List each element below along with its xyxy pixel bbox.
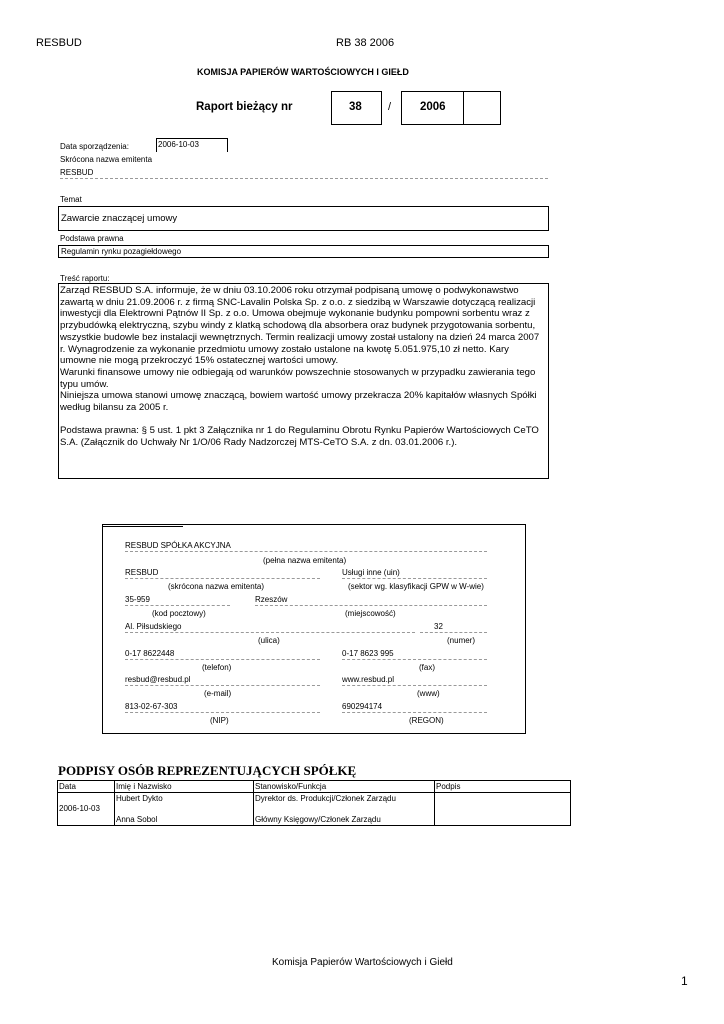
- issuer-www: www.resbud.pl: [342, 675, 395, 684]
- issuer-divider: [125, 632, 415, 633]
- signatory-name: Hubert Dykto: [116, 794, 163, 803]
- signatures-col-divider: [114, 780, 115, 826]
- signatures-title: PODPISY OSÓB REPREZENTUJĄCYCH SPÓŁKĘ: [58, 763, 357, 778]
- header-report-code: RB 38 2006: [336, 37, 395, 49]
- content-paragraph: Niniejsza umowa stanowi umowę znaczącą, bowiem wartość umowy przekracza 20% kapitałów własnych Spółki według bilansu za 2005 r.: [60, 390, 537, 414]
- signature-date: 2006-10-03: [59, 804, 100, 813]
- issuer-www-label: (www): [417, 689, 440, 698]
- legal-basis-box: [58, 245, 549, 258]
- signatory-position: Dyrektor ds. Produkcji/Członek Zarządu: [255, 794, 396, 803]
- topic-value: Zawarcie znaczącej umowy: [61, 213, 178, 224]
- issuer-divider: [342, 685, 487, 686]
- report-extra-box: [463, 91, 501, 125]
- report-year-box: [401, 91, 464, 125]
- issuer-divider: [125, 685, 320, 686]
- date-value: 2006-10-03: [158, 140, 199, 149]
- signatures-col-name: Imię i Nazwisko: [116, 782, 172, 791]
- issuer-divider: [125, 605, 230, 606]
- issuer-sector-label: (sektor wg. klasyfikacji GPW w W-wie): [348, 582, 484, 591]
- issuer-nip: 813-02-67-303: [125, 702, 178, 711]
- commission-title: KOMISJA PAPIERÓW WARTOŚCIOWYCH I GIEŁD: [197, 67, 409, 77]
- issuer-short-value: RESBUD: [60, 168, 94, 177]
- issuer-top-rule: [103, 526, 183, 527]
- issuer-city-label: (miejscowość): [345, 609, 396, 618]
- issuer-nip-label: (NIP): [210, 716, 229, 725]
- issuer-divider: [255, 605, 487, 606]
- content-paragraph: Zarząd RESBUD S.A. informuje, że w dniu 03.10.2006 roku otrzymał podpisaną umowę o podwykonawstwo zawartą w dniu 21.09.2006 r. z firmą SNC-Lavalin Polska Sp. z o.o. z siedzibą w Warszawie dotyczącą realizacji inwestycji dla Elektrowni Pątnów II Sp. z o.o. Umowa obejmuje wykonanie budynku pompowni sorbentu wraz z przybudówką elektryczną, szybu windy z klatką schodową dla absorbera oraz budynek przygotowania sorbentu, wszystkie budowle bez instalacji wewnętrznych. Termin realizacji umowy został ustalony na dzień 24 marca 2007 r. Wynagrodzenie za wykonanie przedmiotu umowy zostało ustalone na kwotę 5.051.975,10 zł netto. Kary umowne nie mogą przekroczyć 15% ostatecznej wartości umowy.: [60, 285, 540, 367]
- topic-label: Temat: [60, 195, 82, 204]
- issuer-full-name: RESBUD SPÓŁKA AKCYJNA: [125, 541, 231, 550]
- issuer-regon: 690294174: [342, 702, 383, 711]
- issuer-short-name-label: (skrócona nazwa emitenta): [168, 582, 265, 591]
- signatures-col-position: Stanowisko/Funkcja: [255, 782, 327, 791]
- report-label: Raport bieżący nr: [196, 101, 293, 113]
- issuer-number-label: (numer): [447, 636, 476, 645]
- issuer-fax: 0-17 8623 995: [342, 649, 394, 658]
- issuer-street-label: (ulica): [258, 636, 280, 645]
- date-label: Data sporządzenia:: [60, 142, 129, 151]
- issuer-short-name: RESBUD: [125, 568, 159, 577]
- signatory-position: Główny Księgowy/Członek Zarządu: [255, 815, 381, 824]
- issuer-divider: [420, 632, 487, 633]
- issuer-email-label: (e-mail): [204, 689, 232, 698]
- signatures-col-divider: [253, 780, 254, 826]
- issuer-divider: [342, 659, 487, 660]
- issuer-regon-label: (REGON): [409, 716, 444, 725]
- issuer-divider: [60, 178, 548, 179]
- report-number: 38: [349, 101, 362, 113]
- legal-basis-label: Podstawa prawna: [60, 234, 124, 243]
- issuer-divider: [125, 659, 320, 660]
- header-issuer: RESBUD: [36, 37, 82, 49]
- issuer-street: Al. Piłsudskiego: [125, 622, 182, 631]
- signatures-col-divider: [434, 780, 435, 826]
- signatures-header-divider: [57, 792, 571, 793]
- issuer-phone: 0-17 8622448: [125, 649, 175, 658]
- issuer-divider: [125, 712, 320, 713]
- content-label: Treść raportu:: [60, 274, 110, 283]
- issuer-short-label: Skrócona nazwa emitenta: [60, 155, 153, 164]
- issuer-divider: [125, 578, 320, 579]
- signatures-col-date: Data: [59, 782, 76, 791]
- report-number-box: [331, 91, 382, 125]
- issuer-postal-code: 35-959: [125, 595, 150, 604]
- page-number: 1: [681, 974, 688, 988]
- issuer-city: Rzeszów: [255, 595, 288, 604]
- issuer-phone-label: (telefon): [202, 663, 232, 672]
- issuer-number: 32: [434, 622, 443, 631]
- report-year: 2006: [420, 101, 446, 113]
- report-separator: /: [388, 101, 392, 113]
- issuer-postal-code-label: (kod pocztowy): [152, 609, 206, 618]
- issuer-full-name-label: (pełna nazwa emitenta): [263, 556, 347, 565]
- signatory-name: Anna Sobol: [116, 815, 158, 824]
- legal-basis-value: Regulamin rynku pozagiełdowego: [61, 247, 182, 256]
- signatures-col-signature: Podpis: [436, 782, 461, 791]
- issuer-fax-label: (fax): [419, 663, 435, 672]
- issuer-sector: Usługi inne (uin): [342, 568, 400, 577]
- topic-box: [58, 206, 549, 231]
- issuer-divider: [342, 578, 487, 579]
- content-paragraph: Warunki finansowe umowy nie odbiegają od warunków powszechnie stosowanych w przypadku zawierania tego typu umów.: [60, 366, 536, 390]
- issuer-email: resbud@resbud.pl: [125, 675, 191, 684]
- date-box: [156, 138, 228, 152]
- issuer-divider: [125, 551, 487, 552]
- content-paragraph: Podstawa prawna: § 5 ust. 1 pkt 3 Załącznika nr 1 do Regulaminu Obrotu Rynku Papierów Wartościowych CeTO S.A. (Załącznik do Uchwały Nr 1/O/06 Rady Nadzorczej MTS-CeTO S.A. z dn. 03.01.2006 r.).: [60, 425, 539, 449]
- footer-text: Komisja Papierów Wartościowych i Giełd: [272, 957, 453, 968]
- issuer-divider: [342, 712, 487, 713]
- report-content: [60, 285, 546, 449]
